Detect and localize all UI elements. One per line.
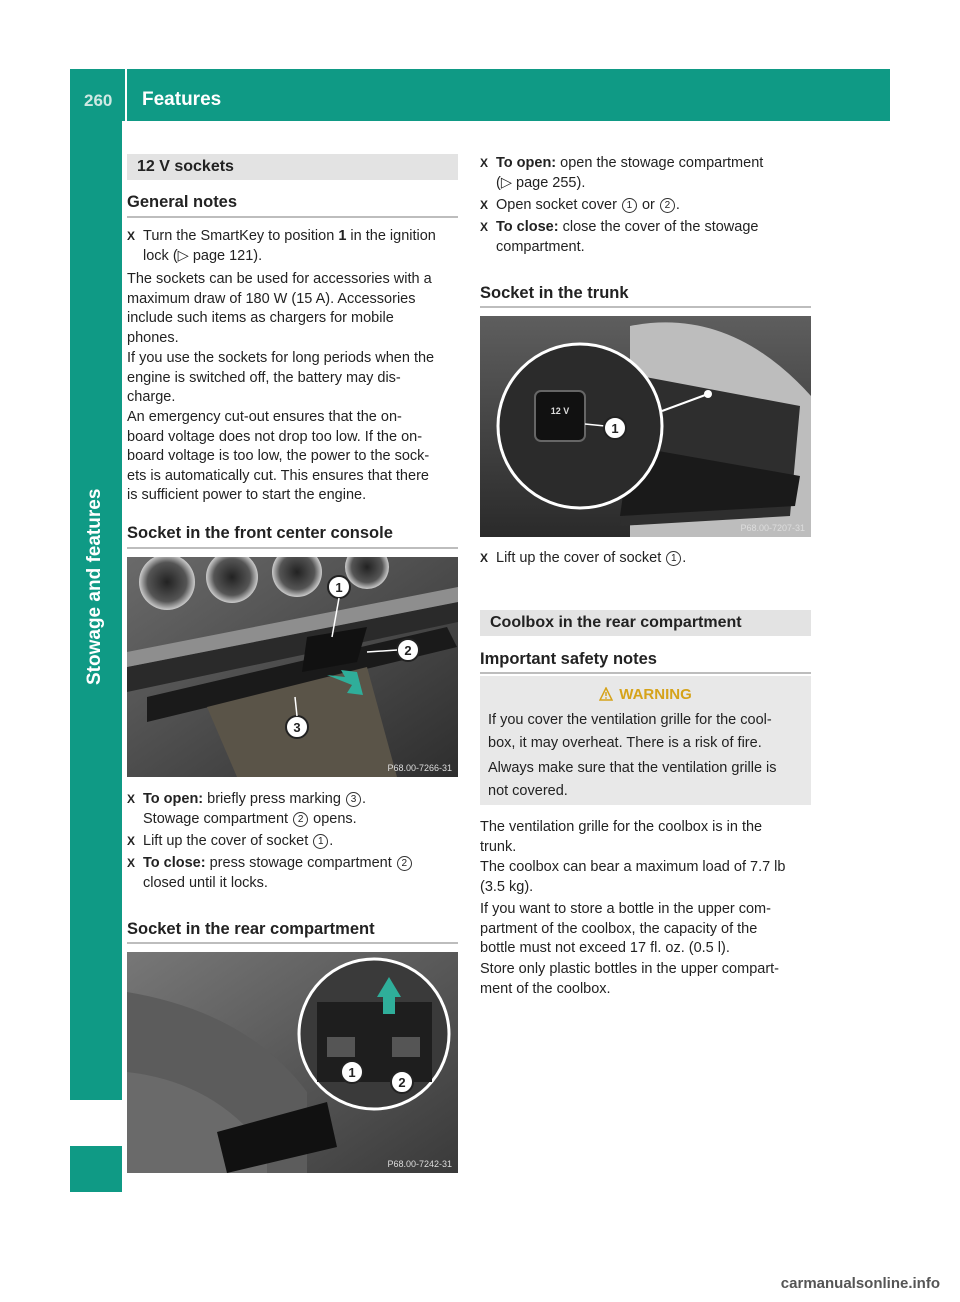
paragraph-sockets: The sockets can be used for accessories with a maximum draw of 180 W (15 A). Accessories include such items as chargers for mobile phones. xyxy=(127,271,432,346)
svg-text:1: 1 xyxy=(335,580,343,595)
image-code: P68.00-7207-31 xyxy=(740,523,805,533)
socket-label: 12 V xyxy=(550,406,570,416)
instruction-bullet: X Lift up the cover of socket 1 . xyxy=(127,832,474,852)
page-ref-link[interactable]: lock (▷ page 121). xyxy=(143,247,263,264)
heading-rule xyxy=(480,672,811,674)
sidebar-marker xyxy=(70,1146,122,1192)
trunk-photo xyxy=(480,316,811,537)
warning-text: If you cover the ventilation grille for the cool- box, it may overheat. There is a risk of fire. xyxy=(488,712,772,751)
chapter-label: Stowage and features xyxy=(84,488,105,685)
header-divider xyxy=(125,69,127,121)
warning-text: Always make sure that the ventilation grille is not covered. xyxy=(488,760,777,799)
svg-text:2: 2 xyxy=(404,643,412,658)
svg-text:3: 3 xyxy=(293,720,301,735)
heading-rule xyxy=(127,942,458,944)
heading-rule xyxy=(127,547,458,549)
callout-number: 2 xyxy=(660,198,675,213)
front-console-photo xyxy=(127,557,458,777)
svg-text:1: 1 xyxy=(348,1065,356,1080)
instruction-bullet: X Open socket cover 1 or 2 . xyxy=(480,196,827,216)
callout-number: 2 xyxy=(397,856,412,871)
heading-rule xyxy=(127,216,458,218)
instruction-bullet: X Lift up the cover of socket 1 . xyxy=(480,549,827,569)
instruction-bullet: X Turn the SmartKey to position 1 in the ignition lock (▷ page 121). xyxy=(127,227,474,266)
paragraph-cutout: An emergency cut-out ensures that the on- board voltage does not drop too low. If the on- board voltage is too low, the power to the sock- ets is automatically cut. This ensures that there is sufficient power to start the engine. xyxy=(127,409,430,503)
warning-box xyxy=(480,676,811,805)
paragraph-battery: If you use the sockets for long periods when the engine is switched off, the battery may dis- charge. xyxy=(127,350,435,405)
svg-text:1: 1 xyxy=(611,421,619,436)
heading-front-console: Socket in the front center console xyxy=(127,524,393,542)
image-code: P68.00-7242-31 xyxy=(387,1159,452,1169)
instruction-bullet: X To close: close the cover of the stowage compartment. xyxy=(480,218,827,257)
page-ref-link[interactable]: (▷ page 255). xyxy=(496,174,586,191)
paragraph-plastic: Store only plastic bottles in the upper compart- ment of the coolbox. xyxy=(480,961,780,997)
sidebar-gap xyxy=(70,1100,122,1146)
watermark: carmanualsonline.info xyxy=(780,1275,940,1292)
page-title: Features xyxy=(142,89,222,110)
rear-compartment-illustration xyxy=(127,952,458,1173)
heading-trunk: Socket in the trunk xyxy=(480,284,629,302)
callout-number: 1 xyxy=(622,198,637,213)
paragraph-bottle: If you want to store a bottle in the upper com- partment of the coolbox, the capacity of the bottle must not exceed 17 fl. oz. (0.5 l). xyxy=(480,901,771,956)
section-band-coolbox: Coolbox in the rear compartment xyxy=(480,610,811,636)
callout-number: 1 xyxy=(666,551,681,566)
warning-triangle-icon xyxy=(599,687,613,705)
instruction-bullet: X To open: briefly press marking 3 . Stowage compartment 2 opens. xyxy=(127,790,474,829)
section-band-12v: 12 V sockets xyxy=(127,154,458,180)
callout-number: 1 xyxy=(313,834,328,849)
heading-rule xyxy=(480,306,811,308)
heading-general-notes: General notes xyxy=(127,193,238,211)
warning-title: WARNING xyxy=(480,686,811,705)
paragraph-load: The coolbox can bear a maximum load of 7.7 lb (3.5 kg). xyxy=(480,859,786,895)
svg-text:2: 2 xyxy=(398,1075,406,1090)
paragraph-grille: The ventilation grille for the coolbox is in the trunk. xyxy=(480,819,763,855)
heading-rear-compartment: Socket in the rear compartment xyxy=(127,920,375,938)
trunk-illustration xyxy=(480,316,811,537)
instruction-bullet: X To close: press stowage compartment 2 closed until it locks. xyxy=(127,854,474,893)
callout-number: 3 xyxy=(346,792,361,807)
image-code: P68.00-7266-31 xyxy=(387,763,452,773)
instruction-bullet: X To open: open the stowage compartment (▷ page 255). xyxy=(480,154,827,193)
page-header xyxy=(70,69,890,121)
heading-safety-notes: Important safety notes xyxy=(480,650,657,668)
front-console-illustration xyxy=(127,557,458,777)
callout-number: 2 xyxy=(293,812,308,827)
rear-compartment-photo xyxy=(127,952,458,1173)
page-number: 260 xyxy=(84,91,113,110)
